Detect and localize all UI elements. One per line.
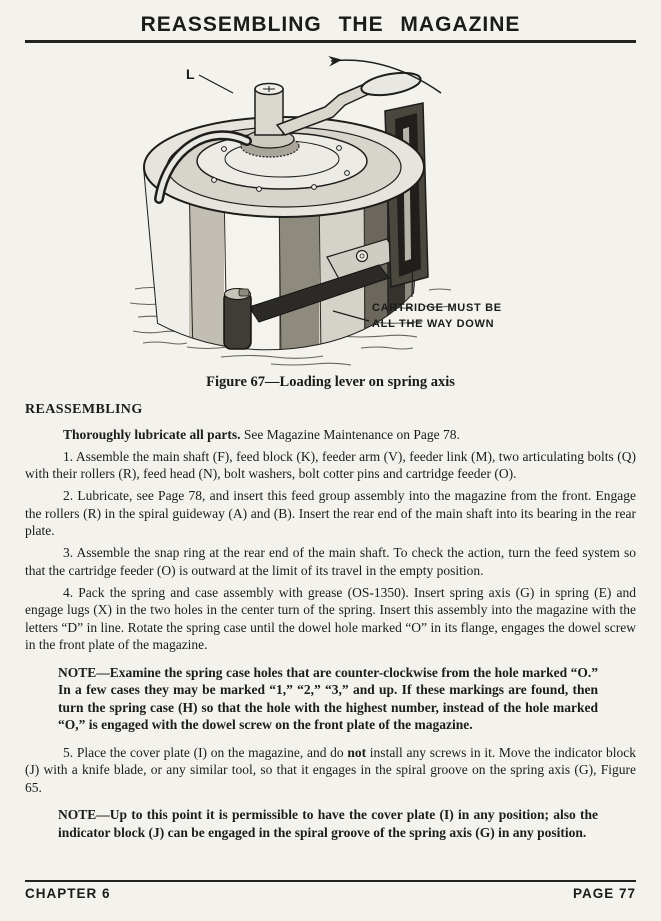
note-cover-plate: NOTE—Up to this point it is permissible to have the cover plate (I) in any position; also the indicator block (J) can be engaged in the spiral groove of the spring axis (G) in any position. bbox=[58, 807, 598, 840]
step-3: 3. Assemble the snap ring at the rear end of the main shaft. To check the action, turn the feed system so that the cartridge feeder (O) is outward at the limit of its travel in the empty position. bbox=[25, 545, 636, 578]
figure-67 bbox=[0, 49, 661, 391]
step-2: 2. Lubricate, see Page 78, and insert this feed group assembly into the magazine from the front. Engage the rollers (R) in the spiral guideway (A) and (B). Insert the rear end of the main shaft into its bearing in the rear plate. bbox=[25, 488, 636, 538]
body-text bbox=[25, 401, 636, 841]
manual-page bbox=[0, 13, 661, 921]
note-spring-case: NOTE—Examine the spring case holes that are counter-clockwise from the hole marked “O.” In a few cases they may be marked “1,” “2,” “3,” and up. If these markings are found, then turn the spring case (H) so that the hole with the highest number, instead of the hole marked “O,” is engaged with the dowel screw on the front plate of the magazine. bbox=[58, 664, 598, 732]
part-label-l: L bbox=[185, 66, 195, 82]
figure-caption: Figure 67—Loading lever on spring axis bbox=[206, 374, 455, 390]
page-title: REASSEMBLING THE MAGAZINE bbox=[140, 13, 521, 36]
intro-bold-text: Thoroughly lubricate all parts. bbox=[63, 426, 241, 442]
lever-handle bbox=[359, 69, 422, 99]
chapter-label: CHAPTER 6 bbox=[25, 886, 111, 901]
title-rule bbox=[25, 40, 636, 43]
label-l-leader bbox=[199, 75, 233, 93]
cartridge-callout-line1: CARTRIDGE MUST BE bbox=[371, 302, 502, 314]
page-footer bbox=[25, 880, 636, 901]
intro-rest-text: See Magazine Maintenance on Page 78. bbox=[240, 426, 460, 442]
magazine-illustration bbox=[129, 49, 533, 371]
step-1: 1. Assemble the main shaft (F), feed block (K), feeder arm (V), feeder link (M), two articulating bolts (Q) with their rollers (R), feed head (N), bolt washers, bolt cotter pins and cartridge feeder (O). bbox=[25, 448, 636, 481]
step-5 bbox=[25, 744, 636, 797]
step-5-post: install any screws in it. Move the indicator block (J) with a knife blade, or any similar tool, so that it engages in the spiral groove on the spring axis (G), Figure 65. bbox=[25, 744, 636, 795]
step-5-pre: 5. Place the cover plate (I) on the magazine, and do bbox=[63, 744, 348, 760]
section-heading: REASSEMBLING bbox=[25, 402, 143, 417]
step-4: 4. Pack the spring and case assembly with grease (OS-1350). Insert spring axis (G) in spring (E) and engage lugs (X) in the two holes in the center turn of the spring. Insert this assembly into the magazine with the letters “D” in line. Rotate the spring case until the dowel hole marked “O” in its flange, engages the dowel screw in the front plate of the magazine. bbox=[25, 584, 636, 652]
step-5-bold: not bbox=[347, 744, 367, 760]
cartridge-callout-line2: ALL THE WAY DOWN bbox=[371, 318, 494, 330]
cartridge-knob bbox=[224, 289, 251, 350]
intro-paragraph bbox=[25, 426, 636, 444]
hex-bolt bbox=[356, 251, 367, 262]
page-number: PAGE 77 bbox=[572, 886, 636, 901]
